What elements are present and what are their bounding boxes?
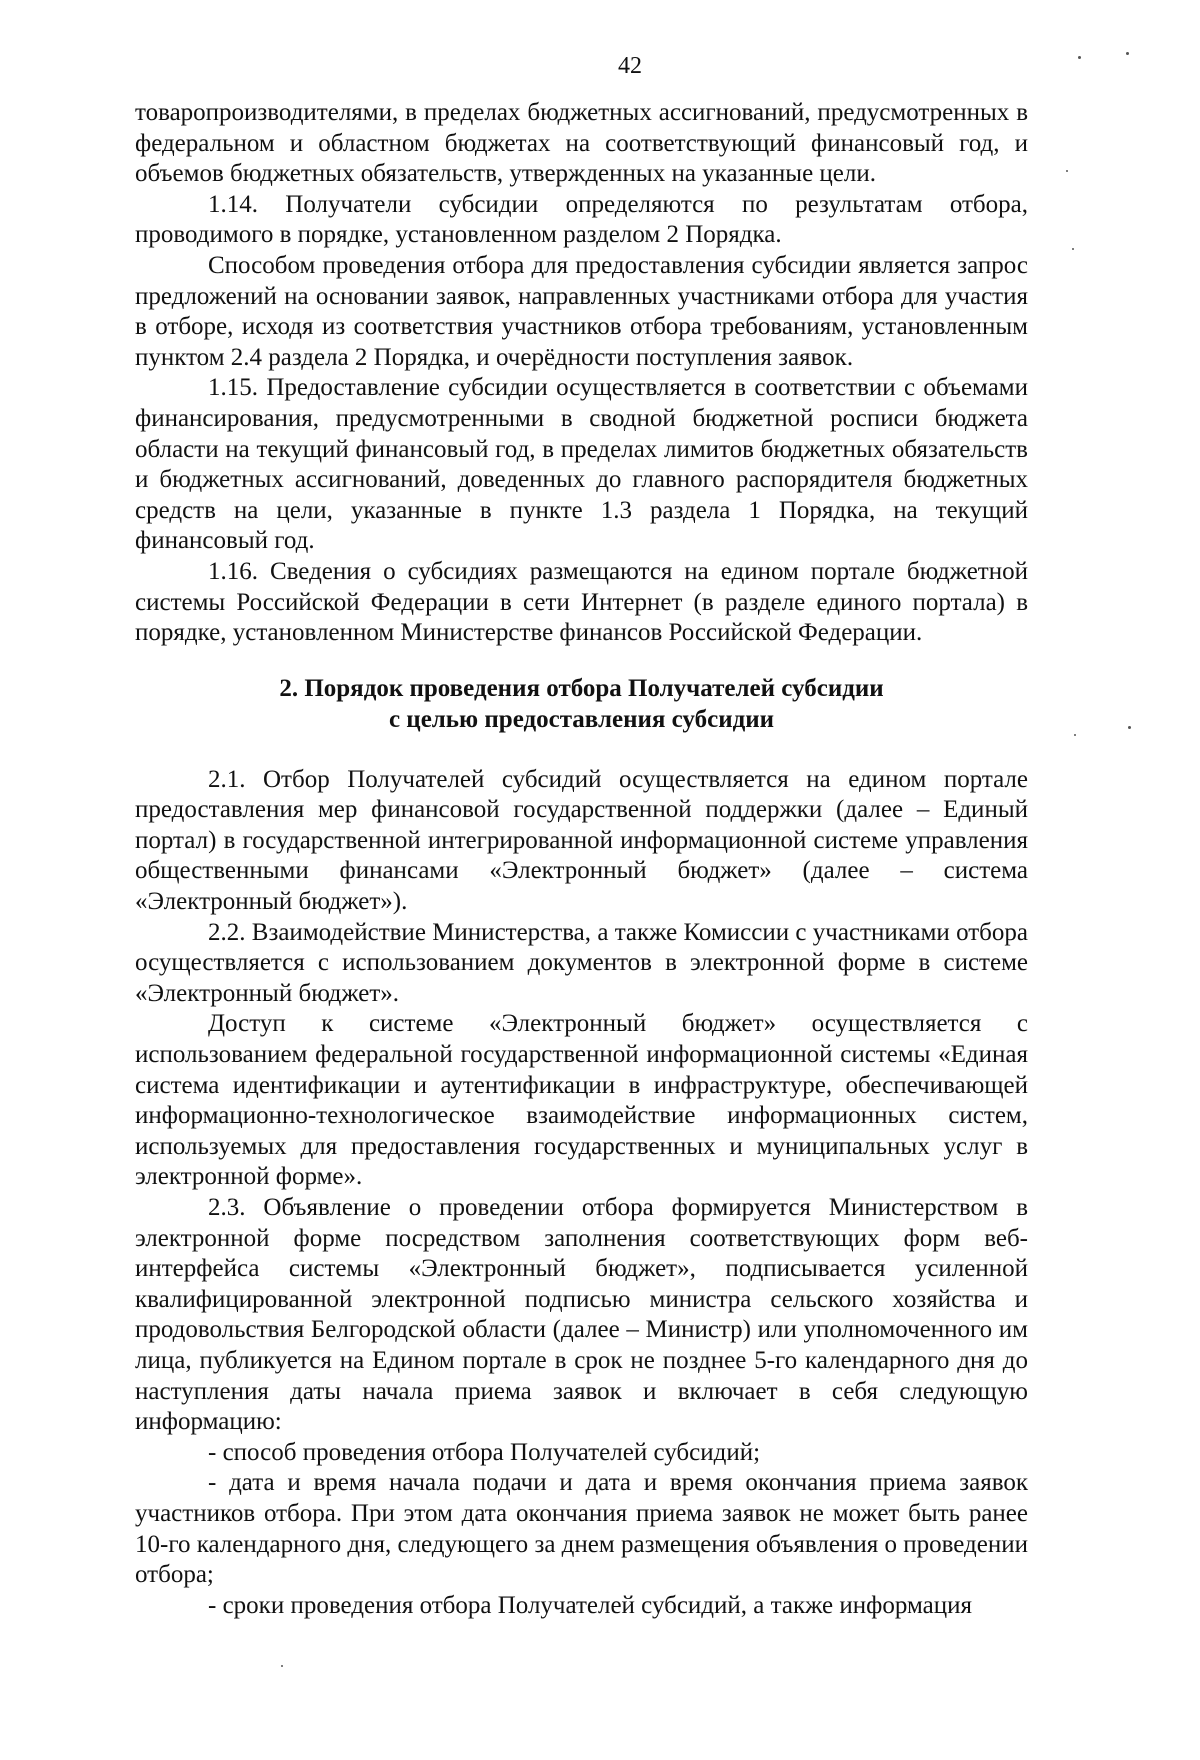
paragraph: 2.1. Отбор Получателей субсидий осуществляется на едином портале предоставления мер финансовой государственной поддержки (далее – Единый портал) в государственной интегрированной информационной системе управления общественными финансами «Электронный бюджет» (далее – система «Электронный бюджет»). [135,765,1028,916]
paragraph: 1.14. Получатели субсидии определяются по результатам отбора, проводимого в порядке, установленном разделом 2 Порядка. [135,190,1028,249]
scan-artifact [281,1665,283,1667]
paragraph: 2.2. Взаимодействие Министерства, а также Комиссии с участниками отбора осуществляется с использованием документов в электронной форме в системе «Электронный бюджет». [135,918,1028,1007]
section-heading [135,673,1028,735]
scan-artifact [1128,726,1131,729]
scan-artifact [1066,170,1068,172]
list-item: - способ проведения отбора Получателей субсидий; [208,1438,761,1466]
section-heading-line: 2. Порядок проведения отбора Получателей субсидии [279,674,884,702]
list-item: - дата и время начала подачи и дата и время окончания приема заявок участников отбора. При этом дата окончания приема заявок не может быть ранее 10-го календарного дня, следующего за днем размещения объявления о проведении отбора; [135,1469,1028,1589]
scan-artifact [1078,56,1081,59]
scan-artifact [1072,248,1074,250]
scan-artifact [1126,52,1129,55]
paragraph: 1.16. Сведения о субсидиях размещаются на едином портале бюджетной системы Российской Федерации в сети Интернет (в разделе единого портала) в порядке, установленном Министерстве финансов Российской Федерации. [135,557,1028,647]
scan-artifact [1074,734,1076,736]
section-heading-line: с целью предоставления субсидии [388,705,775,733]
paragraph: 1.15. Предоставление субсидии осуществляется в соответствии с объемами финансирования, предусмотренными в сводной бюджетной росписи бюджета области на текущий финансовый год, в пределах лимитов бюджетных обязательств и бюджетных ассигнований, доведенных до главного распорядителя бюджетных средств на цели, указанные в пункте 1.3 раздела 1 Порядка, на текущий финансовый год. [135,374,1028,555]
paragraph: Доступ к системе «Электронный бюджет» осуществляется с использованием федеральной государственной информационной системы «Единая система идентификации и аутентификации в инфраструктуре, обеспечивающей информационно-технологическое взаимодействие информационных систем, используемых для предоставления государственных и муниципальных услуг в электронной форме». [135,1010,1028,1191]
document-body [135,98,1028,1621]
page-number: 42 [618,53,642,79]
list-item: - сроки проведения отбора Получателей субсидий, а также информация [208,1591,972,1619]
paragraph: Способом проведения отбора для предоставления субсидии является запрос предложений на основании заявок, направленных участниками отбора для участия в отборе, исходя из соответствия участников отбора требованиям, установленным пунктом 2.4 раздела 2 Порядка, и очерёдности поступления заявок. [135,251,1028,371]
paragraph: 2.3. Объявление о проведении отбора формируется Министерством в электронной форме посредством заполнения соответствующих форм веб-интерфейса системы «Электронный бюджет», подписывается усиленной квалифицированной электронной подписью министра сельского хозяйства и продовольствия Белгородской области (далее – Министр) или уполномоченного им лица, публикуется на Едином портале в срок не позднее 5-го календарного дня до наступления даты начала приема заявок и включает в себя следующую информацию: [135,1194,1028,1436]
spacer [135,735,1028,765]
paragraph: товаропроизводителями, в пределах бюджетных ассигнований, предусмотренных в федеральном и областном бюджетах на соответствующий финансовый год, и объемов бюджетных обязательств, утвержденных на указанные цели. [135,99,1028,188]
